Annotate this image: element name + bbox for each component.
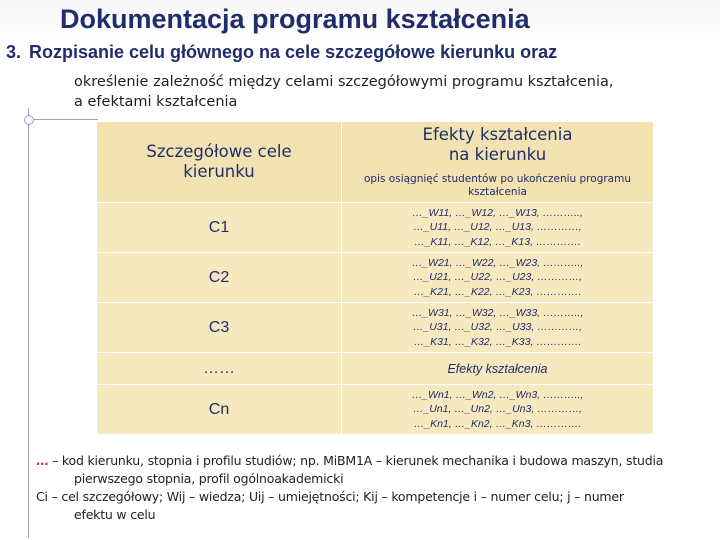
header-effects-description: opis osiągnięć studentów po ukończeniu programu kształcenia [363, 173, 631, 198]
goal-cell: C2 [97, 253, 342, 303]
goal-cell: …… [97, 353, 342, 385]
footnote-line-2: Ci – cel szczegółowy; Wij – wiedza; Uij – umiejętności; Kij – kompetencje i – numer celu; j – numer efektu w celu [36, 489, 624, 522]
footnote-line-1: … – kod kierunku, stopnia i profilu studiów; np. MiBM1A – kierunek mechanika i budowa maszyn, studia pierwszego stopnia, profil ogólnoakademicki [36, 453, 664, 486]
goals-effects-table [96, 121, 654, 435]
effects-cell: …_W11, …_W12, …_W13, ……….., …_U11, …_U12, …_U13, …………, …_K11, …_K12, …_K13, …………. [342, 203, 654, 253]
table-row [97, 253, 654, 303]
subtitle-line-1: określenie zależność między celami szczegółowymi programu kształcenia, [74, 74, 614, 90]
header-goals: Szczegółowe cele kierunku [97, 122, 342, 203]
footnote [36, 452, 706, 524]
decorative-circle-icon [24, 115, 34, 125]
point-number: 3. [6, 42, 22, 62]
table-row [97, 353, 654, 385]
goal-cell: C3 [97, 303, 342, 353]
table-row [97, 303, 654, 353]
effects-cell: …_W31, …_W32, …_W33, ……….., …_U31, …_U32, …_U33, …………, …_K31, …_K32, …_K33, …………. [342, 303, 654, 353]
effects-cell: …_W21, …_W22, …_W23, ……….., …_U21, …_U22, …_U23, …………, …_K21, …_K22, …_K23, …………. [342, 253, 654, 303]
subtitle-line-2: a efektami kształcenia [74, 94, 238, 110]
subtitle [74, 72, 694, 112]
table-row [97, 385, 654, 435]
table-row [97, 203, 654, 253]
header-effects: Efekty kształcenia na kierunku opis osiągnięć studentów po ukończeniu programu kształcenia [342, 122, 654, 203]
decorative-horizontal-line [28, 119, 98, 120]
slide-title: Dokumentacja programu kształcenia [60, 4, 530, 34]
code-marker: … [36, 453, 49, 468]
goal-cell: C1 [97, 203, 342, 253]
table-header-row [97, 122, 654, 203]
decorative-vertical-line [28, 108, 29, 538]
effects-cell: …_Wn1, …_Wn2, …_Wn3, ……….., …_Un1, …_Un2, …_Un3, …………, …_Kn1, …_Kn2, …_Kn3, …………. [342, 385, 654, 435]
point-heading [6, 42, 706, 63]
point-text: Rozpisanie celu głównego na cele szczegółowe kierunku oraz [29, 42, 558, 62]
effects-cell: Efekty kształcenia [342, 353, 654, 385]
goal-cell: Cn [97, 385, 342, 435]
